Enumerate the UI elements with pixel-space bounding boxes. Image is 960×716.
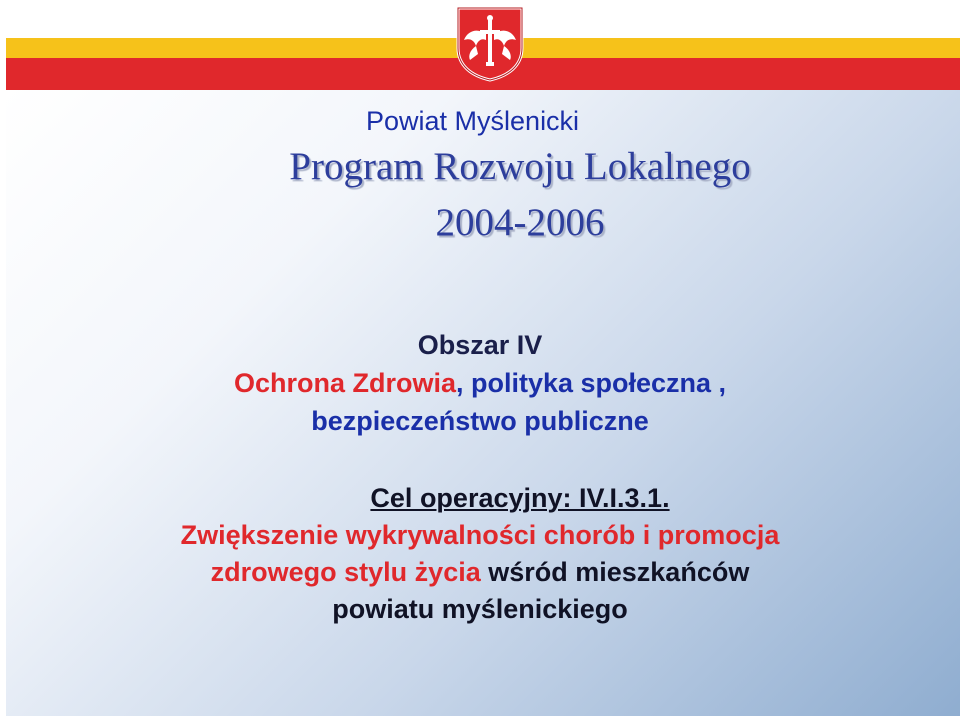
area-block: [0, 326, 960, 440]
goal-line2-highlight: zdrowego stylu życia: [210, 557, 481, 587]
area-topic-line1: [0, 364, 960, 402]
area-topic-highlight: Ochrona Zdrowia: [233, 368, 456, 398]
goal-line3: powiatu myślenickiego: [332, 594, 628, 624]
goal-code-line: [0, 480, 960, 517]
goal-code: Cel operacyjny: IV.I.3.1.: [370, 483, 670, 513]
area-topic-rest: , polityka społeczna ,: [455, 368, 727, 398]
county-name: Powiat Myślenicki: [366, 106, 580, 136]
area-label: Obszar IV: [417, 330, 543, 360]
goal-block: [0, 480, 960, 628]
area-topic-line2: bezpieczeństwo publiczne: [311, 406, 649, 436]
goal-line2-rest: wśród mieszkańców: [480, 557, 750, 587]
program-title: Program Rozwoju Lokalnego: [289, 145, 751, 188]
goal-line2: [0, 554, 960, 591]
goal-line1: Zwiększenie wykrywalności chorób i promocja: [180, 520, 780, 550]
coat-of-arms-icon: [456, 6, 524, 82]
program-years: 2004-2006: [435, 201, 605, 244]
